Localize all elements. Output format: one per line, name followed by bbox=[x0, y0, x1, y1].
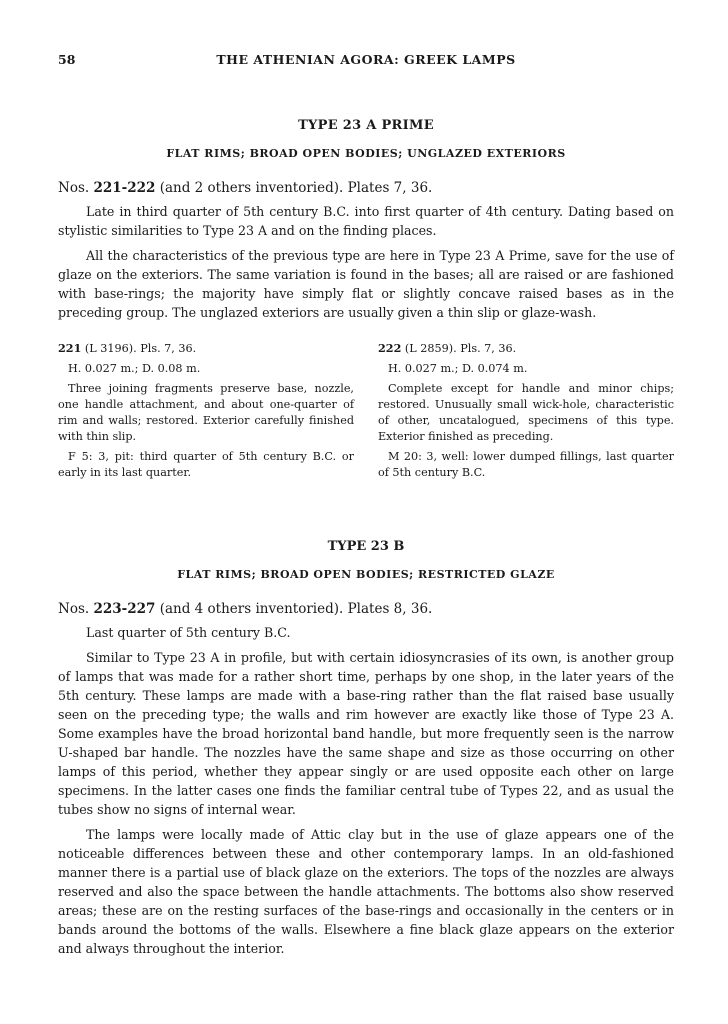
entry-heading bbox=[58, 340, 354, 357]
nos-range: 221-222 bbox=[93, 180, 156, 196]
entry-heading bbox=[378, 340, 674, 357]
entry-description: Complete except for handle and minor chips; restored. Unusually small wick-hole, characteristic of other, uncatalogued, specimens of this type. Exterior finished as preceding. bbox=[378, 382, 674, 443]
nos-rest: (and 2 others inventoried). Plates 7, 36. bbox=[159, 180, 433, 196]
entry-context: F 5: 3, pit: third quarter of 5th century B.C. or early in its last quarter. bbox=[58, 450, 354, 479]
running-title: THE ATHENIAN AGORA: GREEK LAMPS bbox=[216, 52, 516, 67]
document-page bbox=[58, 48, 674, 958]
page-number: 58 bbox=[58, 52, 76, 67]
paragraph-dating: Late in third quarter of 5th century B.C. into first quarter of 4th century. Dating based on stylistic similarities to Type 23 A and on the finding places. bbox=[58, 204, 674, 238]
entry-inventory: (L 2859). Pls. 7, 36. bbox=[404, 342, 517, 355]
entry-dimensions: H. 0.027 m.; D. 0.08 m. bbox=[68, 362, 201, 375]
nos-range: 223-227 bbox=[93, 601, 156, 617]
running-header bbox=[58, 48, 674, 70]
catalog-entry bbox=[378, 340, 674, 481]
nos-rest: (and 4 others inventoried). Plates 8, 36. bbox=[159, 601, 433, 617]
catalog-numbers-line bbox=[58, 601, 674, 617]
entry-number: 221 bbox=[58, 341, 82, 355]
section-subtitle-type-23b: FLAT RIMS; BROAD OPEN BODIES; RESTRICTED GLAZE bbox=[177, 568, 555, 581]
paragraph-characteristics: All the characteristics of the previous type are here in Type 23 A Prime, save for the use of glaze on the exteriors. The same variation is found in the bases; all are raised or are fashioned with base-rings; the majority have simply flat or slightly concave raised bases as in the preceding group. The unglazed exteriors are usually given a thin slip or glaze-wash. bbox=[58, 248, 674, 320]
paragraph-dating: Last quarter of 5th century B.C. bbox=[86, 625, 291, 640]
catalog-numbers-line bbox=[58, 180, 674, 196]
section-title-type-23b: TYPE 23 B bbox=[327, 539, 405, 554]
entry-inventory: (L 3196). Pls. 7, 36. bbox=[84, 342, 197, 355]
nos-label: Nos. bbox=[58, 180, 90, 196]
entry-description: Three joining fragments preserve base, nozzle, one handle attachment, and about one-quarter of rim and walls; restored. Exterior carefully finished with thin slip. bbox=[58, 382, 354, 443]
nos-label: Nos. bbox=[58, 601, 90, 617]
section-subtitle-type-23a-prime: FLAT RIMS; BROAD OPEN BODIES; UNGLAZED EXTERIORS bbox=[166, 147, 566, 160]
section-title-type-23a-prime: TYPE 23 A PRIME bbox=[298, 118, 434, 133]
entry-number: 222 bbox=[378, 341, 402, 355]
entry-dimensions: H. 0.027 m.; D. 0.074 m. bbox=[388, 362, 528, 375]
catalog-entries bbox=[58, 340, 674, 481]
paragraph-description: Similar to Type 23 A in profile, but with certain idiosyncrasies of its own, is another group of lamps that was made for a rather short time, perhaps by one shop, in the later years of the 5th century. These lamps are made with a base-ring rather than the flat raised base usually seen on the preceding type; the walls and rim however are exactly like those of Type 23 A. Some examples have the broad horizontal band handle, but more frequently seen is the narrow U-shaped bar handle. The nozzles have the same shape and size as those occurring on other lamps of this period, whether they appear singly or are used opposite each other on large specimens. In the latter cases one finds the familiar central tube of Types 22, and as usual the tubes show no signs of internal wear. bbox=[58, 650, 674, 817]
paragraph-glaze: The lamps were locally made of Attic clay but in the use of glaze appears one of the noticeable differences between these and other contemporary lamps. In an old-fashioned manner there is a partial use of black glaze on the exteriors. The tops of the nozzles are always reserved and also the space between the handle attachments. The bottoms also show reserved areas; these are on the resting surfaces of the base-rings and occasionally in the centers or in bands around the bottoms of the walls. Elsewhere a fine black glaze appears on the exterior and always throughout the interior. bbox=[58, 827, 674, 956]
entry-context: M 20: 3, well: lower dumped fillings, last quarter of 5th century B.C. bbox=[378, 450, 674, 479]
catalog-entry bbox=[58, 340, 354, 481]
